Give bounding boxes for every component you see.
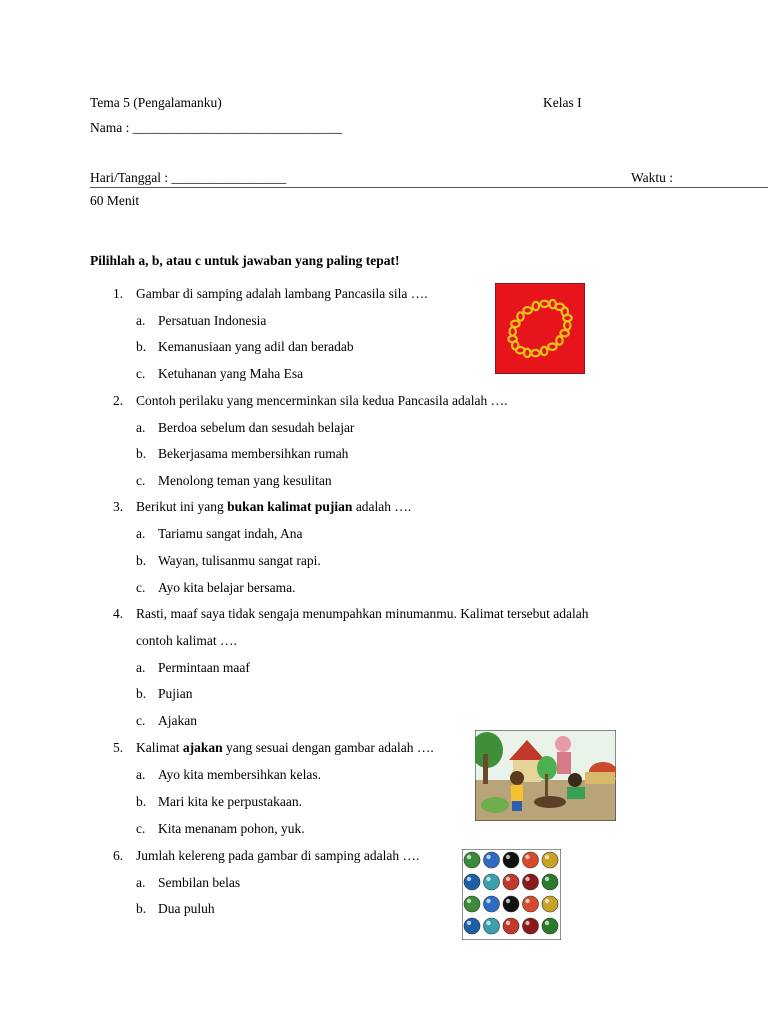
question-emphasis: ajakan: [182, 740, 223, 755]
marble: [542, 852, 558, 868]
theme-title: Tema 5 (Pengalamanku): [90, 95, 222, 110]
question-number: 3.: [113, 499, 124, 514]
marble: [503, 918, 519, 934]
marble: [484, 918, 500, 934]
option-letter: a.: [136, 526, 146, 541]
option-text[interactable]: Tariamu sangat indah, Ana: [158, 526, 303, 541]
date-field[interactable]: Hari/Tanggal : _________________: [90, 170, 287, 185]
marble-highlight: [525, 877, 529, 881]
question-number: 4.: [113, 606, 124, 621]
marble-highlight: [525, 921, 529, 925]
question-text: Berikut ini yang bukan kalimat pujian adalah ….: [136, 499, 412, 514]
marble: [464, 852, 480, 868]
marble: [503, 874, 519, 890]
marble-highlight: [506, 855, 510, 859]
option-text[interactable]: Persatuan Indonesia: [158, 313, 267, 328]
question-text: Rasti, maaf saya tidak sengaja menumpahkan minumanmu. Kalimat tersebut adalah: [136, 606, 589, 621]
marble-highlight: [486, 899, 490, 903]
option-letter: c.: [136, 473, 146, 488]
option-letter: a.: [136, 767, 146, 782]
question-text: Kalimat ajakan yang sesuai dengan gambar adalah ….: [136, 740, 434, 755]
option-letter: c.: [136, 713, 146, 728]
option-letter: b.: [136, 446, 147, 461]
option-text[interactable]: Ayo kita belajar bersama.: [158, 580, 296, 595]
question-number: 1.: [113, 286, 124, 301]
option-text[interactable]: Dua puluh: [158, 901, 215, 916]
option-letter: c.: [136, 580, 146, 595]
marble-highlight: [467, 877, 471, 881]
marble-highlight: [545, 855, 549, 859]
option-letter: c.: [136, 366, 146, 381]
option-text[interactable]: Bekerjasama membersihkan rumah: [158, 446, 349, 461]
option-letter: a.: [136, 313, 146, 328]
marble-highlight: [467, 855, 471, 859]
option-letter: b.: [136, 686, 147, 701]
marble: [464, 874, 480, 890]
marble-highlight: [486, 855, 490, 859]
option-letter: b.: [136, 794, 147, 809]
option-letter: c.: [136, 821, 146, 836]
marble-highlight: [545, 877, 549, 881]
pancasila-chain-image: [495, 283, 585, 374]
marble-highlight: [486, 921, 490, 925]
question-number: 5.: [113, 740, 124, 755]
option-text[interactable]: Berdoa sebelum dan sesudah belajar: [158, 420, 355, 435]
option-text[interactable]: Kita menanam pohon, yuk.: [158, 821, 305, 836]
question-text: Jumlah kelereng pada gambar di samping adalah ….: [136, 848, 420, 863]
marble: [542, 896, 558, 912]
option-text[interactable]: Ayo kita membersihkan kelas.: [158, 767, 321, 782]
marble-highlight: [506, 877, 510, 881]
marble-highlight: [545, 899, 549, 903]
question-number: 2.: [113, 393, 124, 408]
option-letter: b.: [136, 901, 147, 916]
marble-highlight: [525, 855, 529, 859]
marble: [523, 918, 539, 934]
name-field[interactable]: Nama : _______________________________: [90, 120, 342, 135]
option-text[interactable]: Mari kita ke perpustakaan.: [158, 794, 302, 809]
marble: [503, 896, 519, 912]
marble: [503, 852, 519, 868]
marble-highlight: [506, 921, 510, 925]
option-text[interactable]: Permintaan maaf: [158, 660, 250, 675]
option-text[interactable]: Pujian: [158, 686, 193, 701]
marble-highlight: [486, 877, 490, 881]
option-letter: a.: [136, 875, 146, 890]
option-text[interactable]: Sembilan belas: [158, 875, 241, 890]
marble: [523, 874, 539, 890]
marble-highlight: [467, 921, 471, 925]
marble: [523, 896, 539, 912]
option-letter: b.: [136, 339, 147, 354]
marble: [484, 852, 500, 868]
time-label: Waktu :: [631, 170, 674, 185]
marble: [542, 918, 558, 934]
question-number: 6.: [113, 848, 124, 863]
marble: [464, 896, 480, 912]
marble-highlight: [467, 899, 471, 903]
marble-highlight: [545, 921, 549, 925]
question-emphasis: bukan kalimat pujian: [227, 499, 353, 514]
marble: [484, 896, 500, 912]
marble: [464, 918, 480, 934]
option-text[interactable]: Kemanusiaan yang adil dan beradab: [158, 339, 354, 354]
marble-highlight: [525, 899, 529, 903]
option-text[interactable]: Menolong teman yang kesulitan: [158, 473, 332, 488]
marble: [484, 874, 500, 890]
header-divider: [90, 187, 768, 188]
option-text[interactable]: Ajakan: [158, 713, 197, 728]
instruction-text: Pilihlah a, b, atau c untuk jawaban yang paling tepat!: [90, 253, 400, 268]
children-planting-image: [475, 730, 616, 821]
option-letter: b.: [136, 553, 147, 568]
option-letter: a.: [136, 420, 146, 435]
marble-highlight: [506, 899, 510, 903]
option-text[interactable]: Ketuhanan yang Maha Esa: [158, 366, 304, 381]
question-text: Contoh perilaku yang mencerminkan sila kedua Pancasila adalah ….: [136, 393, 508, 408]
marbles-image: [462, 849, 561, 940]
time-value: 60 Menit: [90, 193, 140, 208]
option-text[interactable]: Wayan, tulisanmu sangat rapi.: [158, 553, 321, 568]
question-text-continued: contoh kalimat ….: [136, 633, 237, 648]
marble: [523, 852, 539, 868]
question-text: Gambar di samping adalah lambang Pancasila sila ….: [136, 286, 428, 301]
option-letter: a.: [136, 660, 146, 675]
class-label: Kelas I: [543, 95, 582, 110]
marble: [542, 874, 558, 890]
